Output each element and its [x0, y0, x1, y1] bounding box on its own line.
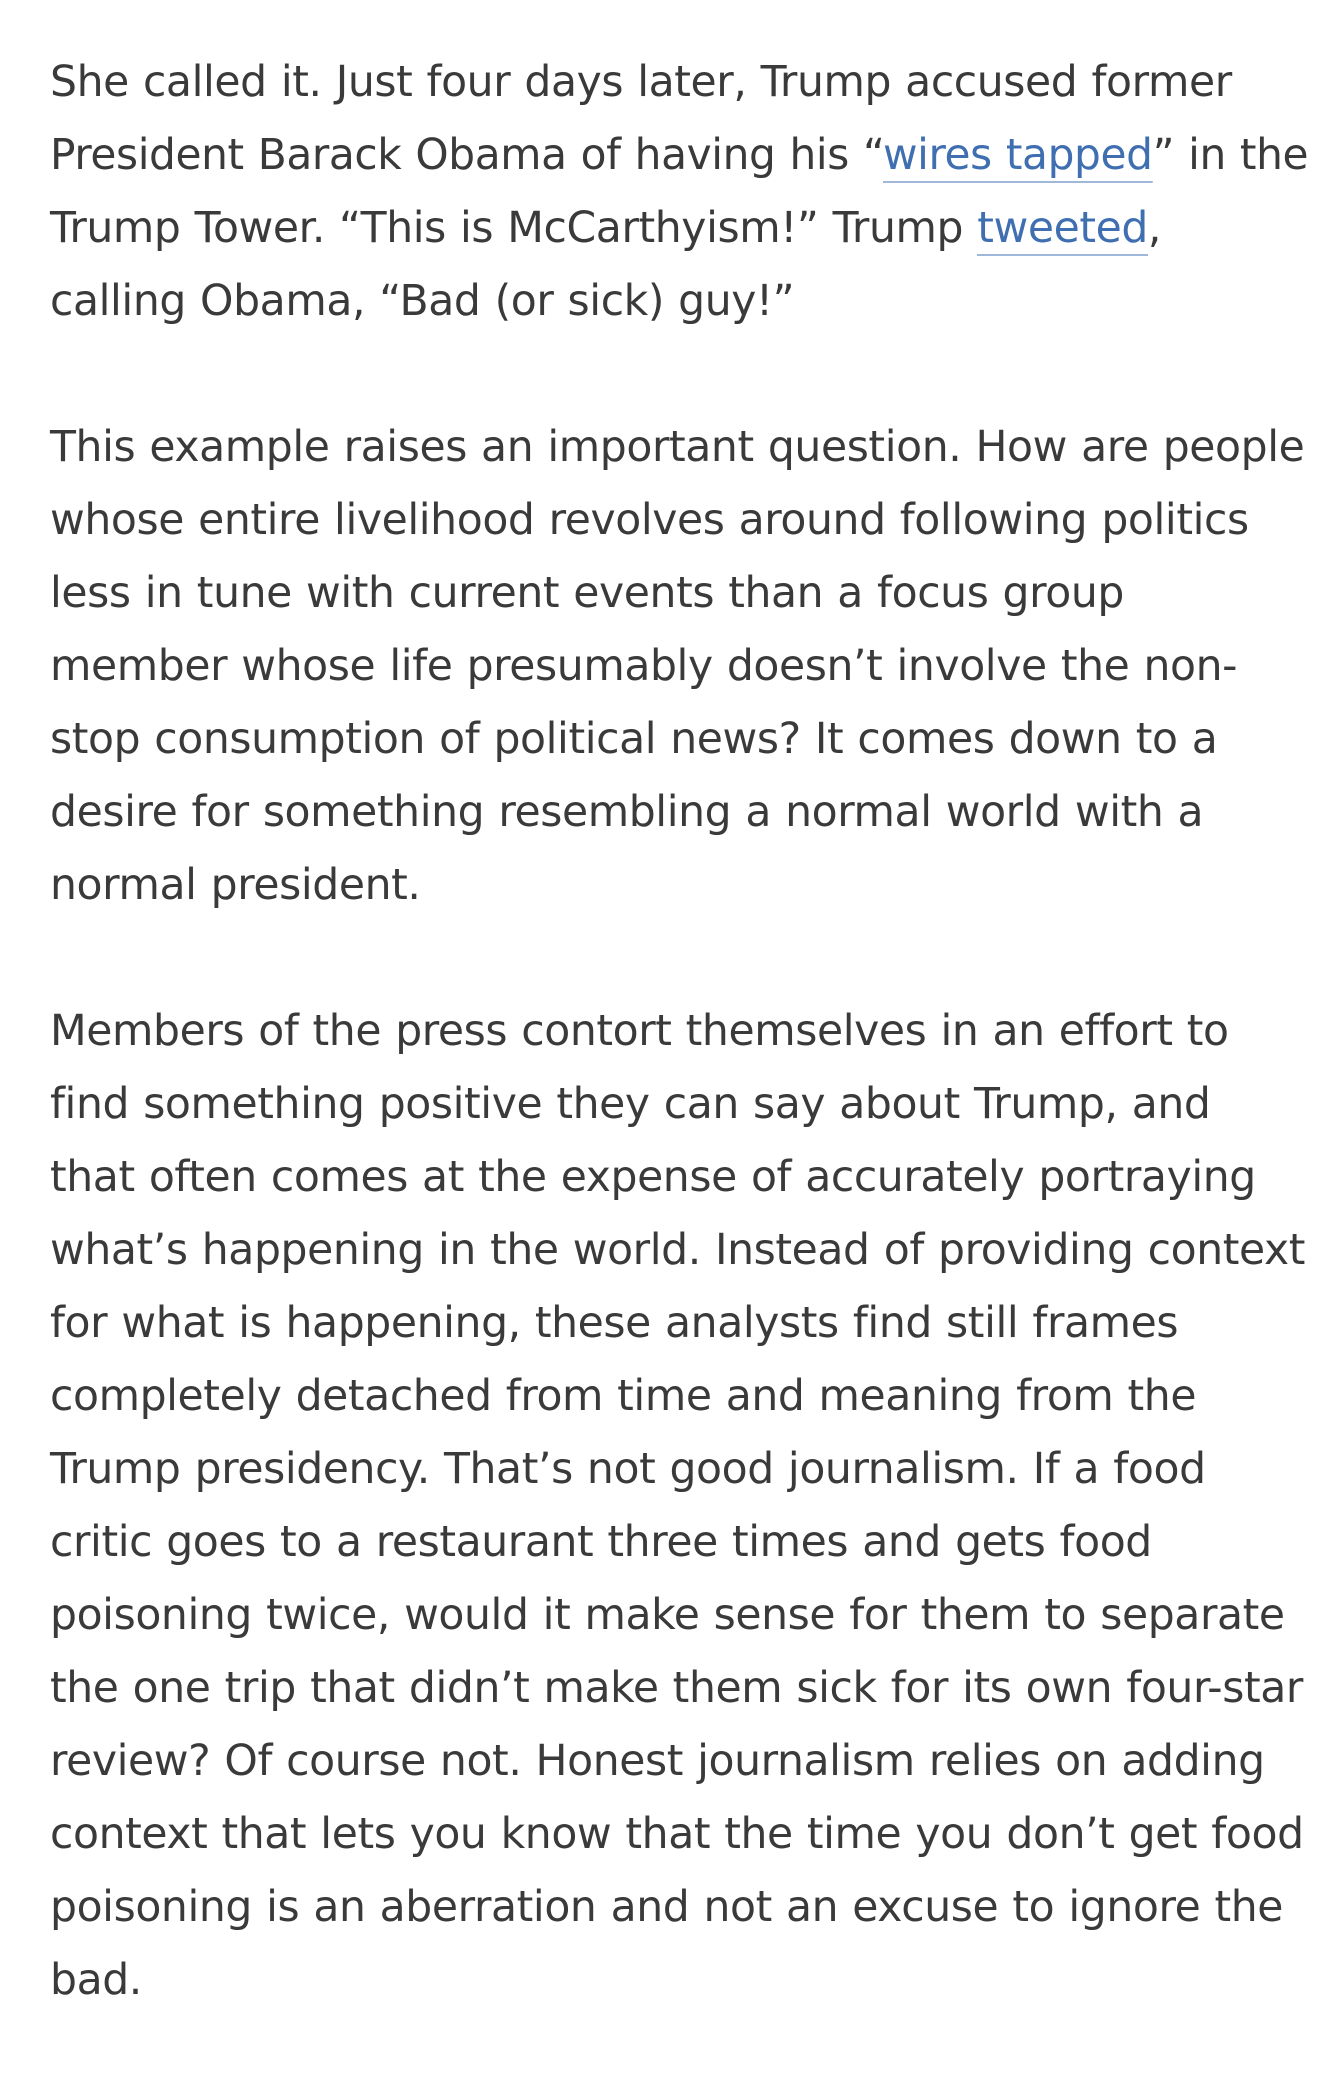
paragraph-3 [50, 995, 1308, 2017]
text-line: bad. [50, 1956, 142, 2005]
article-body [50, 46, 1308, 2090]
tweeted-link[interactable]: tweeted [977, 204, 1148, 256]
text-line: poisoning twice, would it make sense for them to separate [50, 1591, 1285, 1640]
text-segment: President Barack Obama of having his “ [50, 131, 883, 180]
text-line: whose entire livelihood revolves around following politics [50, 496, 1249, 545]
text-segment: , [1147, 204, 1162, 253]
text-line: poisoning is an aberration and not an excuse to ignore the [50, 1883, 1283, 1932]
text-line: critic goes to a restaurant three times and gets food [50, 1518, 1152, 1567]
text-line: Trump presidency. That’s not good journalism. If a food [50, 1445, 1206, 1494]
text-segment: Trump Tower. “This is McCarthyism!” Trump [50, 204, 978, 253]
text-line: completely detached from time and meaning from the [50, 1372, 1197, 1421]
text-line: This example raises an important question. How are people [50, 423, 1305, 472]
text-line: Members of the press contort themselves in an effort to [50, 1007, 1229, 1056]
text-line: member whose life presumably doesn’t involve the non- [50, 642, 1238, 691]
text-line: review? Of course not. Honest journalism relies on adding [50, 1737, 1265, 1786]
text-line: She called it. Just four days later, Trump accused former [50, 58, 1232, 107]
text-line: desire for something resembling a normal world with a [50, 788, 1204, 837]
text-line: context that lets you know that the time you don’t get food [50, 1810, 1304, 1859]
text-line: calling Obama, “Bad (or sick) guy!” [50, 277, 795, 326]
text-line: for what is happening, these analysts find still frames [50, 1299, 1179, 1348]
text-line: find something positive they can say about Trump, and [50, 1080, 1211, 1129]
text-line [50, 192, 1308, 265]
text-segment: ” in the [1152, 131, 1309, 180]
text-line: less in tune with current events than a focus group [50, 569, 1124, 618]
text-line: that often comes at the expense of accurately portraying [50, 1153, 1256, 1202]
wires-tapped-link[interactable]: wires tapped [883, 131, 1153, 183]
text-line: normal president. [50, 861, 421, 910]
text-line: stop consumption of political news? It comes down to a [50, 715, 1218, 764]
paragraph-2 [50, 411, 1308, 922]
paragraph-1 [50, 46, 1308, 338]
text-line [50, 119, 1309, 192]
text-line: what’s happening in the world. Instead of providing context [50, 1226, 1306, 1275]
text-line: the one trip that didn’t make them sick for its own four-star [50, 1664, 1303, 1713]
